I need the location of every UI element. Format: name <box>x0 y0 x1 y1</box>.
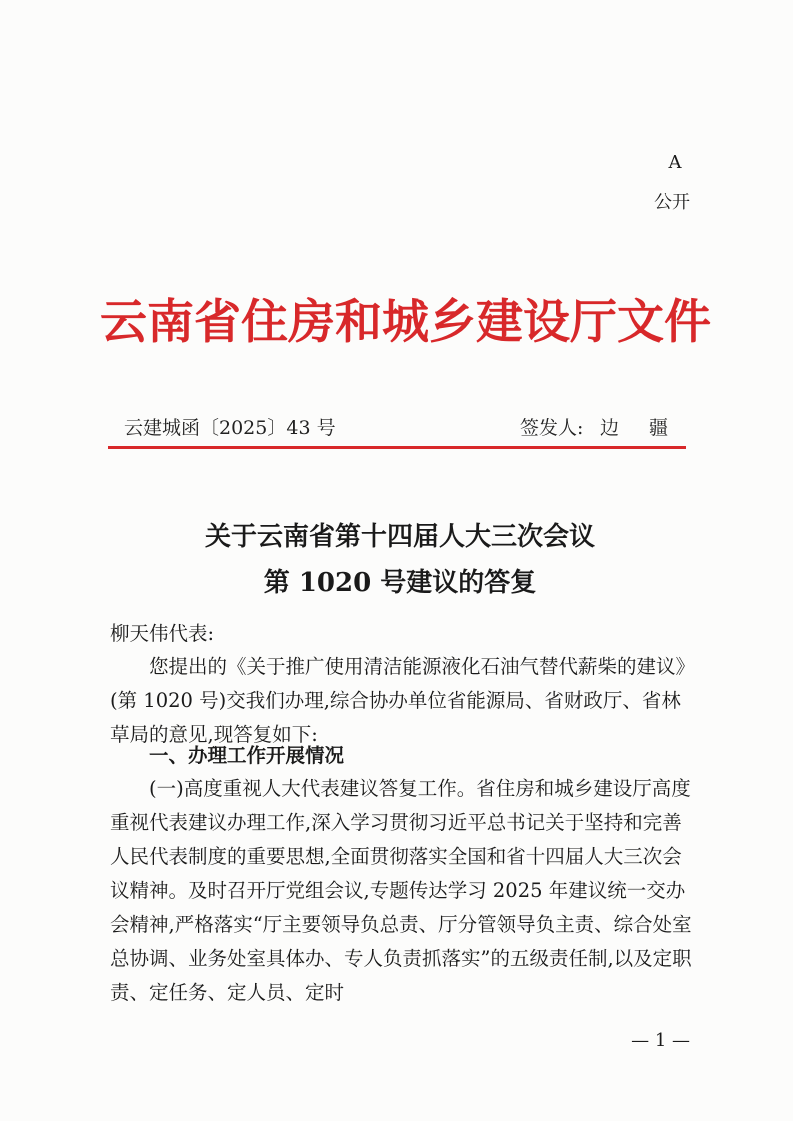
page-number: — 1 — <box>631 1030 690 1051</box>
doc-title-line1: 关于云南省第十四届人大三次会议 <box>204 522 595 552</box>
doc-title-line2: 第 1020 号建议的答复 <box>263 568 537 598</box>
paragraph-1: 您提出的《关于推广使用清洁能源液化石油气替代薪柴的建议》(第 1020 号)交我们办理,综合协办单位省能源局、省财政厅、省林草局的意见,现答复如下: <box>110 655 696 746</box>
issuer-title: 云南省住房和城乡建设厅文件 <box>100 295 711 350</box>
grade-label: A <box>668 152 682 173</box>
signer-label: 签发人: <box>520 417 584 439</box>
doc-number: 云建城函〔2025〕43 号 <box>124 417 336 439</box>
openness-label: 公开 <box>654 192 690 213</box>
salutation: 柳天伟代表: <box>110 622 215 645</box>
signer-name: 边 疆 <box>600 417 681 439</box>
header-red-rule <box>108 446 686 449</box>
section-heading-1: 一、办理工作开展情况 <box>149 744 345 767</box>
paragraph-2: (一)高度重视人大代表建议答复工作。省住房和城乡建设厅高度重视代表建议办理工作,深入学习贯彻习近平总书记关于坚持和完善人民代表制度的重要思想,全面贯彻落实全国和省十四届人大三次会议精神。及时召开厅党组会议,专题传达学习 2025 年建议统一交办会精神,严格落实“厅主要领导负总责、厅分管领导负主责、综合处室总协调、业务处室具体办、专人负责抓落实”的五级责任制,以及定职责、定任务、定人员、定时 <box>110 777 692 1004</box>
